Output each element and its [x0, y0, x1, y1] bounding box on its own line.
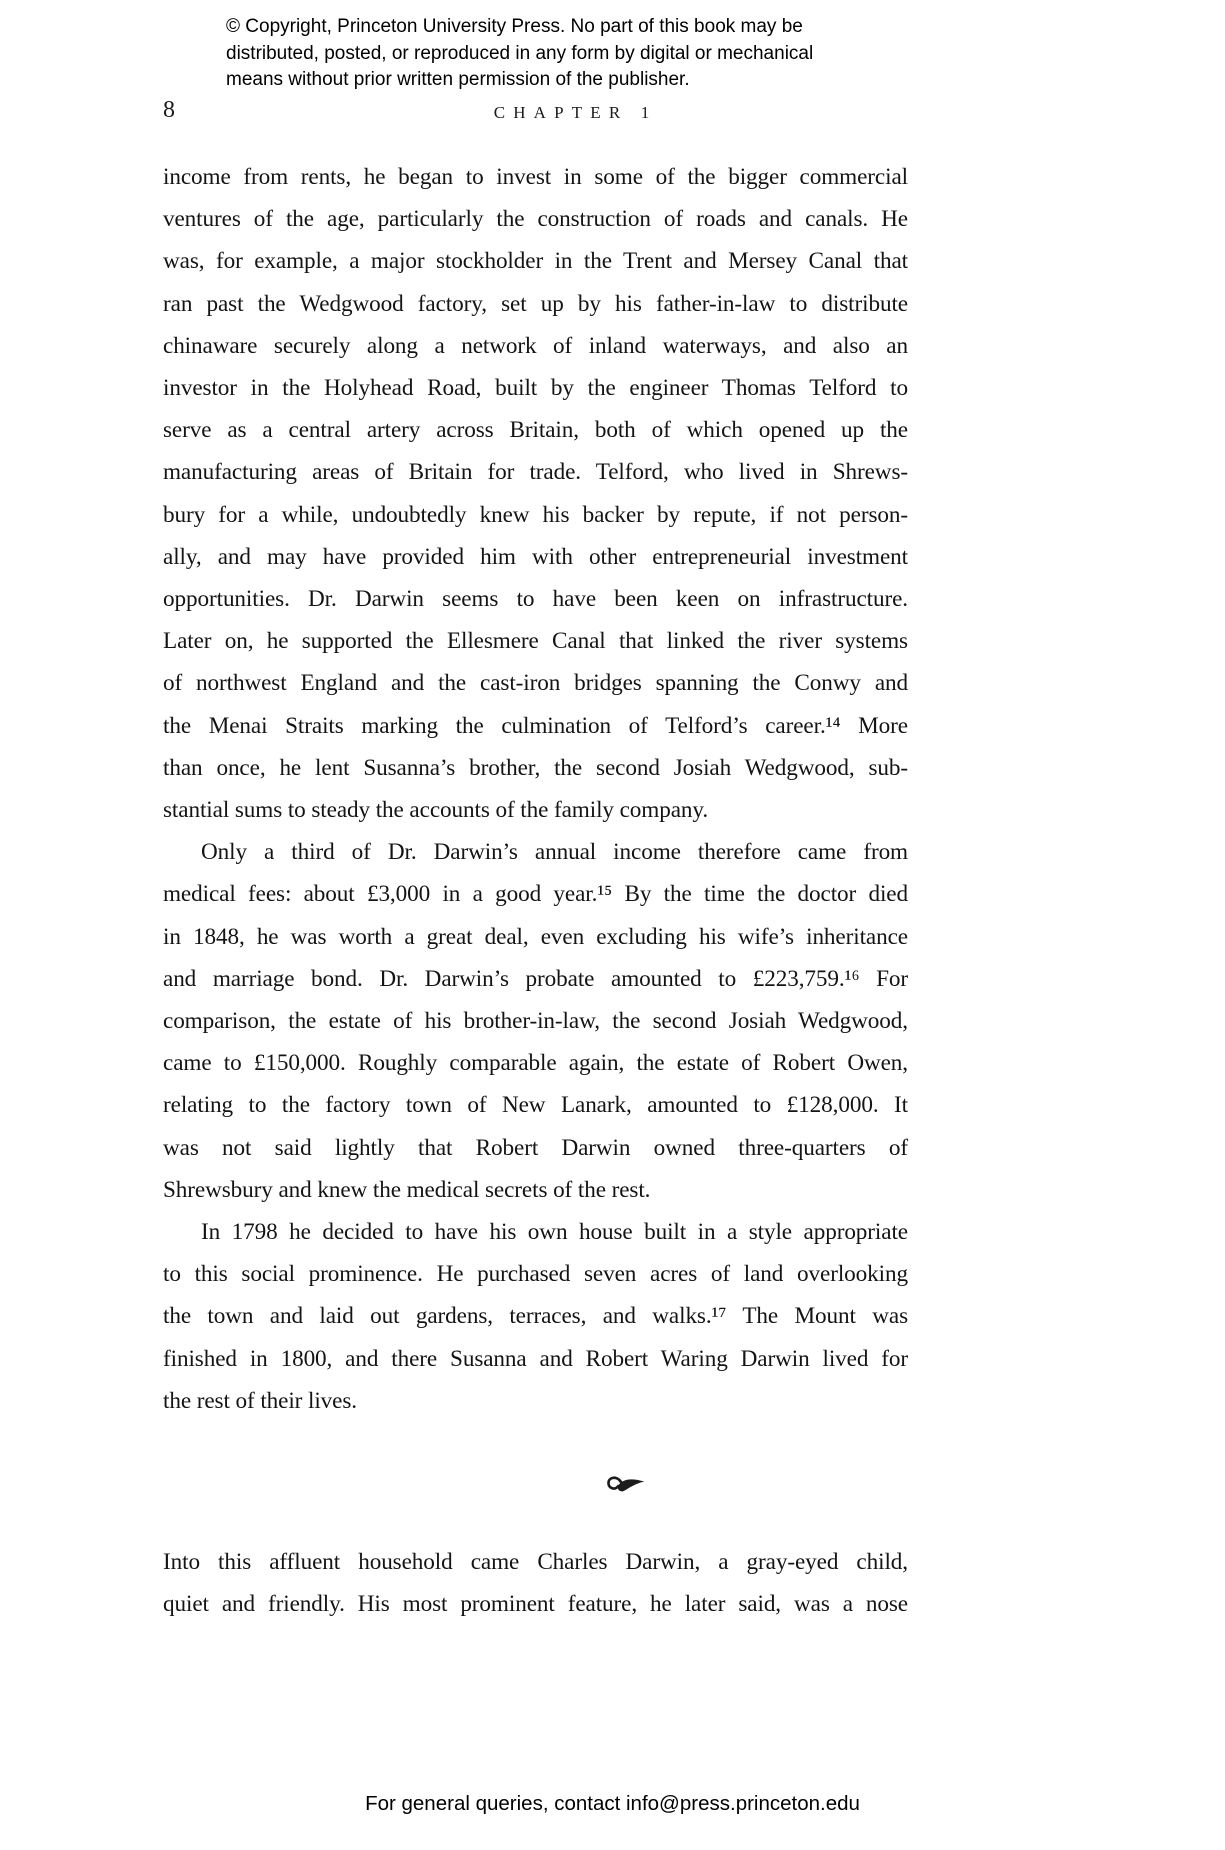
body-line: Later on, he supported the Ellesmere Canal that linked the river systems [163, 628, 908, 655]
body-line: relating to the factory town of New Lanark, amounted to £128,000. It [163, 1092, 908, 1119]
paragraph-1 [163, 156, 908, 831]
body-line: ran past the Wedgwood factory, set up by his father-in-law to distribute [163, 290, 908, 317]
body-line: the rest of their lives. [163, 1387, 357, 1414]
page-number: 8 [163, 97, 175, 123]
body-line: chinaware securely along a network of inland waterways, and also an [163, 332, 908, 359]
body-line: stantial sums to steady the accounts of the family company. [163, 797, 709, 824]
body-line: serve as a central artery across Britain, both of which opened up the [163, 417, 908, 444]
body-line: of northwest England and the cast-iron bridges spanning the Conwy and [163, 670, 908, 697]
body-line: In 1798 he decided to have his own house built in a style appropriate [201, 1219, 908, 1246]
paragraph-2 [163, 831, 908, 1211]
body-line: the town and laid out gardens, terraces, and walks.¹⁷ The Mount was [163, 1303, 908, 1330]
paragraph-4 [163, 1541, 908, 1625]
body-line: in 1848, he was worth a great deal, even excluding his wife’s inheritance [163, 923, 908, 950]
body-line: than once, he lent Susanna’s brother, the second Josiah Wedgwood, sub- [163, 754, 908, 781]
body-line: quiet and friendly. His most prominent feature, he later said, was a nose [163, 1591, 908, 1618]
body-line: opportunities. Dr. Darwin seems to have been keen on infrastructure. [163, 586, 908, 613]
body-line: medical fees: about £3,000 in a good year.¹⁵ By the time the doctor died [163, 881, 908, 908]
body-line: Shrewsbury and knew the medical secrets of the rest. [163, 1176, 651, 1203]
footer-contact: For general queries, contact info@press.princeton.edu [365, 1792, 860, 1815]
paragraph-3 [163, 1211, 908, 1422]
body-line: the Menai Straits marking the culmination of Telford’s career.¹⁴ More [163, 712, 908, 739]
copyright-line: means without prior written permission of the publisher. [226, 69, 690, 90]
body-line: investor in the Holyhead Road, built by the engineer Thomas Telford to [163, 375, 908, 402]
body-line: income from rents, he began to invest in some of the bigger commercial [163, 164, 908, 190]
body-line: Into this affluent household came Charles Darwin, a gray-eyed child, [163, 1549, 908, 1576]
body-line: comparison, the estate of his brother-in-law, the second Josiah Wedgwood, [163, 1008, 908, 1035]
body-line: and marriage bond. Dr. Darwin’s probate amounted to £223,759.¹⁶ For [163, 965, 908, 992]
running-header-chapter: CHAPTER 1 [493, 103, 658, 122]
body-line: was not said lightly that Robert Darwin owned three-quarters of [163, 1134, 908, 1161]
body-text-column [163, 156, 908, 1626]
body-line: was, for example, a major stockholder in the Trent and Mersey Canal that [163, 248, 908, 275]
body-line: manufacturing areas of Britain for trade. Telford, who lived in Shrews- [163, 459, 908, 486]
copyright-line: distributed, posted, or reproduced in any form by digital or mechanical [226, 42, 814, 64]
body-line: bury for a while, undoubtedly knew his backer by repute, if not person- [163, 501, 908, 528]
body-line: finished in 1800, and there Susanna and Robert Waring Darwin lived for [163, 1345, 908, 1372]
copyright-notice [226, 14, 866, 94]
body-line: ally, and may have provided him with other entrepreneurial investment [163, 543, 908, 570]
body-line: to this social prominence. He purchased seven acres of land overlooking [163, 1261, 908, 1288]
body-line: came to £150,000. Roughly comparable again, the estate of Robert Owen, [163, 1050, 908, 1077]
section-break [253, 1471, 998, 1497]
body-line: ventures of the age, particularly the construction of roads and canals. He [163, 206, 908, 233]
fleuron-swash-icon [605, 1471, 647, 1497]
copyright-line: © Copyright, Princeton University Press. No part of this book may be [226, 16, 803, 37]
body-line: Only a third of Dr. Darwin’s annual income therefore came from [201, 839, 908, 866]
